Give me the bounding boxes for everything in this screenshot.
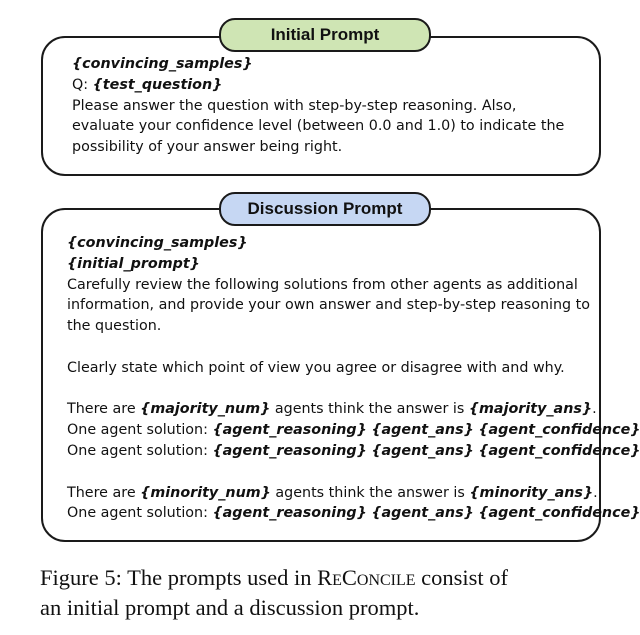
placeholder-variable: {agent_confidence}: [478, 422, 640, 439]
discussion-prompt-text: [67, 233, 640, 524]
placeholder-variable: {agent_reasoning}: [212, 442, 367, 459]
prompt-line: [72, 75, 564, 96]
prompt-text: possibility of your answer being right.: [72, 139, 343, 156]
prompt-line: [72, 116, 564, 137]
prompt-text: Please answer the question with step-by-step reasoning. Also,: [72, 97, 517, 114]
prompt-line: [67, 275, 640, 296]
initial-prompt-text: [72, 54, 564, 158]
prompt-line: [67, 295, 640, 316]
prompt-text: Carefully review the following solutions from other agents as additional: [67, 276, 578, 293]
placeholder-variable: {majority_ans}: [468, 401, 593, 418]
blank-line: [67, 462, 640, 483]
prompt-line: [67, 441, 640, 462]
caption-line-2: an initial prompt and a discussion prompt.: [40, 595, 420, 620]
placeholder-variable: {agent_reasoning}: [212, 422, 367, 439]
caption-system-name: ReConcile: [317, 565, 416, 590]
prompt-line: [67, 483, 640, 504]
discussion-prompt-header: Discussion Prompt: [219, 192, 431, 226]
prompt-text: .: [593, 484, 598, 501]
prompt-text: There are: [67, 401, 141, 418]
placeholder-variable: {convincing_samples}: [72, 56, 253, 72]
prompt-line: [67, 399, 640, 420]
prompt-line: [67, 254, 640, 275]
prompt-text: evaluate your confidence level (between 0.0 and 1.0) to indicate the: [72, 118, 565, 135]
prompt-line: [67, 503, 640, 524]
caption-prefix: Figure 5: The prompts used in: [40, 565, 318, 590]
prompt-text: Clearly state which point of view you agree or disagree with and why.: [67, 359, 565, 376]
prompt-line: [67, 420, 640, 441]
placeholder-variable: {minority_num}: [140, 484, 271, 501]
placeholder-variable: {initial_prompt}: [67, 255, 200, 272]
prompt-line: [72, 137, 564, 158]
prompt-line: [67, 358, 640, 379]
figure-caption: [40, 563, 615, 623]
placeholder-variable: {agent_ans}: [371, 422, 474, 439]
prompt-text: information, and provide your own answer and step-by-step reasoning to: [67, 297, 591, 314]
blank-line: [67, 379, 640, 400]
blank-line: [67, 337, 640, 358]
prompt-text: agents think the answer is: [270, 484, 470, 501]
caption-suffix: consist of: [415, 565, 509, 590]
prompt-line: [67, 233, 640, 254]
prompt-text: .: [592, 401, 597, 418]
prompt-text: the question.: [67, 318, 162, 335]
placeholder-variable: {agent_ans}: [371, 505, 474, 522]
placeholder-variable: {convincing_samples}: [67, 235, 248, 251]
prompt-text: One agent solution:: [67, 422, 213, 439]
prompt-text: One agent solution:: [67, 505, 213, 522]
initial-prompt-header: Initial Prompt: [219, 18, 431, 52]
placeholder-variable: {test_question}: [92, 76, 223, 93]
placeholder-variable: {agent_confidence}: [478, 442, 640, 459]
placeholder-variable: {agent_ans}: [371, 442, 474, 459]
placeholder-variable: {agent_confidence}: [478, 505, 640, 522]
placeholder-variable: {minority_ans}: [469, 484, 594, 501]
placeholder-variable: {agent_reasoning}: [212, 505, 367, 522]
prompt-text: One agent solution:: [67, 442, 213, 459]
prompt-line: [72, 96, 564, 117]
prompt-text: agents think the answer is: [270, 401, 469, 418]
prompt-line: [67, 316, 640, 337]
prompt-line: [72, 54, 564, 75]
prompt-text: There are: [67, 484, 141, 501]
placeholder-variable: {majority_num}: [140, 401, 271, 418]
prompt-text: Q:: [72, 76, 93, 93]
